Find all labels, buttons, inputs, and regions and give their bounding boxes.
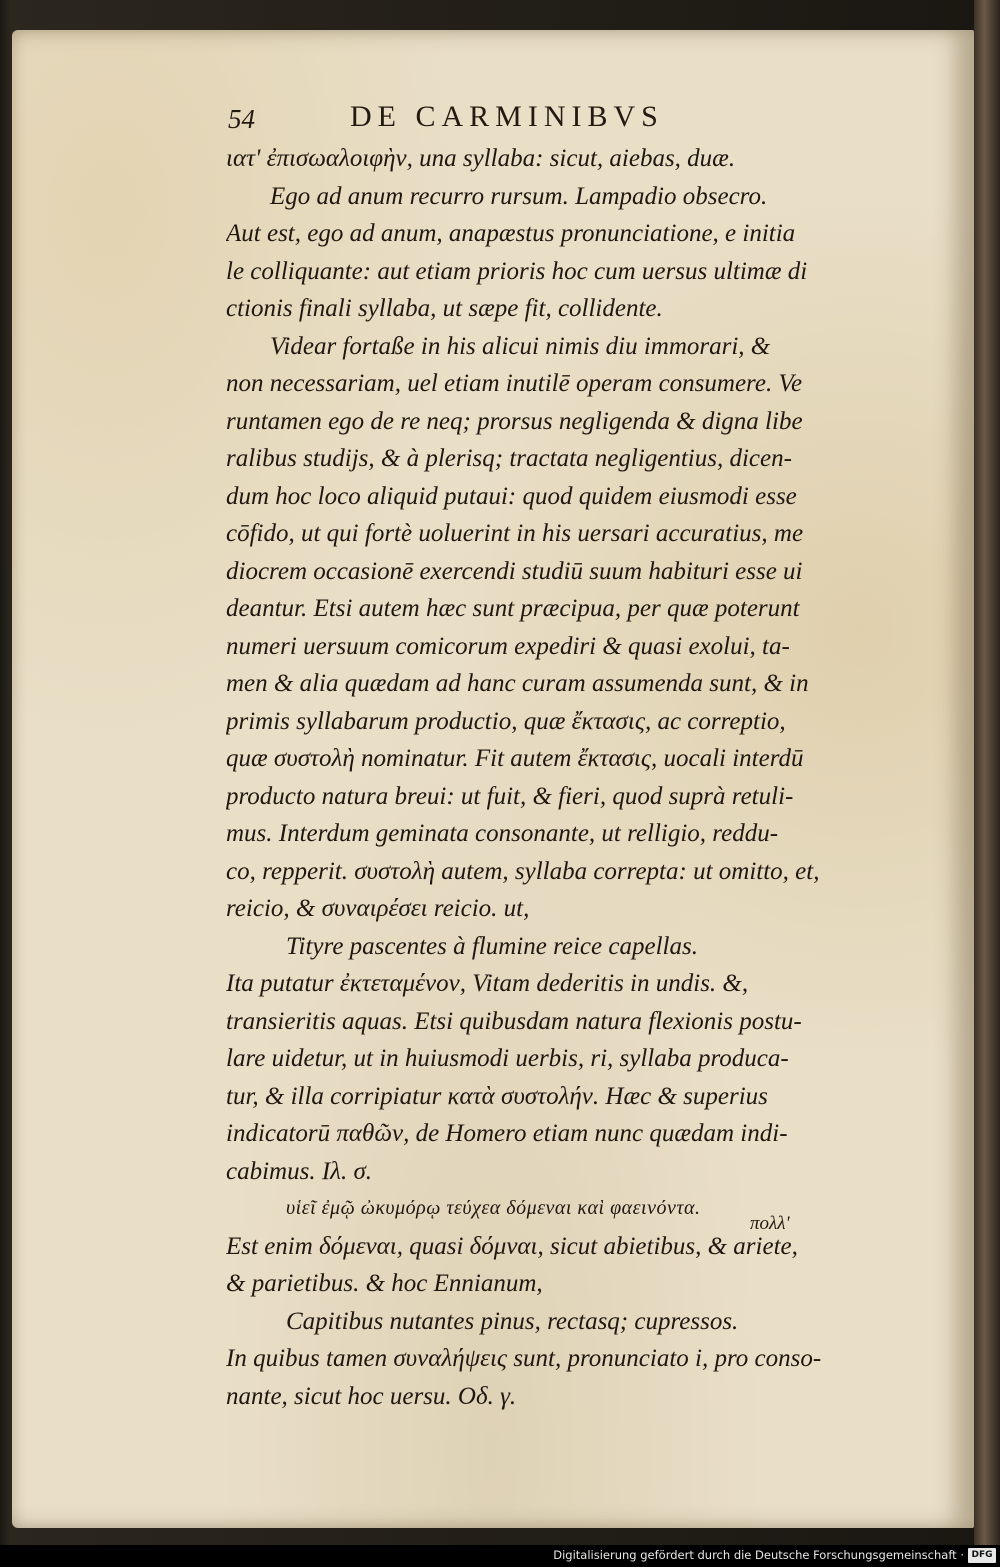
text-line: cōfido, ut qui fortè uoluerint in his uersari accuratius, me (226, 520, 804, 547)
text-line: co, repperit. συστολὴ autem, syllaba correpta: ut omitto, et, (226, 857, 820, 885)
running-head: DE CARMINIBVS (350, 100, 664, 133)
verse-line: Capitibus nutantes pinus, rectasq; cupressos. (286, 1307, 739, 1335)
text-line: numeri uersuum comicorum expediri & quasi exolui, ta- (226, 632, 790, 660)
text-line: dum hoc loco aliquid putaui: quod quidem eiusmodi esse (226, 482, 797, 510)
text-line: non necessariam, uel etiam inutilē operam consumere. Ve (226, 370, 803, 397)
text-line: Ita putatur ἐκτεταμένον, Vitam dederitis in undis. &, (226, 970, 749, 997)
text-line: primis syllabarum productio, quæ ἔκτασις, ac correptio, (226, 707, 786, 735)
catchword: πολλ' (750, 1213, 790, 1234)
text-line: ctionis finali syllaba, ut sæpe fit, collidente. (226, 295, 663, 322)
text-line: lare uidetur, ut in huiusmodi uerbis, ri, syllaba produca- (226, 1045, 789, 1072)
text-line: cabimus. Ιλ. σ. (226, 1157, 373, 1185)
text-line: tur, & illa corripiatur κατὰ συστολήν. Hæc & superius (226, 1082, 768, 1110)
text-line: quæ συστολὴ nominatur. Fit autem ἔκτασις, uocali interdū (226, 745, 804, 772)
page-header (228, 98, 788, 138)
text-line: deantur. Etsi autem hæc sunt præcipua, per quæ poterunt (226, 595, 800, 622)
text-line: nante, sicut hoc uersu. Οδ. γ. (226, 1382, 517, 1410)
text-line: In quibus tamen συναλήψεις sunt, pronunciato i, pro conso- (226, 1345, 822, 1372)
text-line: diocrem occasionē exercendi studiū suum habituri esse ui (226, 557, 803, 585)
body-text (226, 140, 826, 1415)
footer-bar (0, 1545, 1000, 1567)
greek-verse-line: υἱεῖ ἐμῷ ὠκυμόρῳ τεύχεα δόμεναι καὶ φαεινόντα. (286, 1197, 701, 1219)
funding-credit: Digitalisierung gefördert durch die Deutsche Forschungsgemeinschaft · (553, 1548, 964, 1562)
text-line: producto natura breui: ut fuit, & fieri, quod suprà retuli- (226, 782, 794, 810)
text-line: le colliquante: aut etiam prioris hoc cum uersus ultimæ di (226, 257, 808, 285)
text-line: Ego ad anum recurro rursum. Lampadio obsecro. (270, 182, 768, 210)
text-line: ralibus studijs, & à plerisq; tractata negligentius, dicen- (226, 445, 792, 472)
text-line: transieritis aquas. Etsi quibusdam natura flexionis postu- (226, 1007, 802, 1035)
text-line: Est enim δόμεναι, quasi δόμναι, sicut abietibus, & ariete, (226, 1232, 798, 1260)
text-line: indicatorū παθῶν, de Homero etiam nunc quædam indi- (226, 1120, 788, 1147)
text-line: men & alia quædam ad hanc curam assumenda sunt, & in (226, 670, 809, 697)
text-line: mus. Interdum geminata consonante, ut relligio, reddu- (226, 820, 779, 847)
text-line: Videar fortaße in his alicui nimis diu immorari, & (270, 332, 771, 360)
dfg-logo-icon: DFG (968, 1548, 996, 1563)
text-line: runtamen ego de re neq; prorsus negligenda & digna libe (226, 407, 803, 435)
text-line: Aut est, ego ad anum, anapæstus pronunciatione, e initia (226, 220, 796, 247)
book-spine (974, 0, 1000, 1545)
text-line: reicio, & συναιρέσει reicio. ut, (226, 895, 530, 922)
text-line: & parietibus. & hoc Ennianum, (226, 1270, 543, 1297)
page-number: 54 (228, 104, 255, 134)
verse-line: Tityre pascentes à flumine reice capellas. (286, 932, 698, 960)
text-line: ιατ' ἐπισωαλοιφὴν, una syllaba: sicut, aiebas, duæ. (226, 145, 736, 172)
